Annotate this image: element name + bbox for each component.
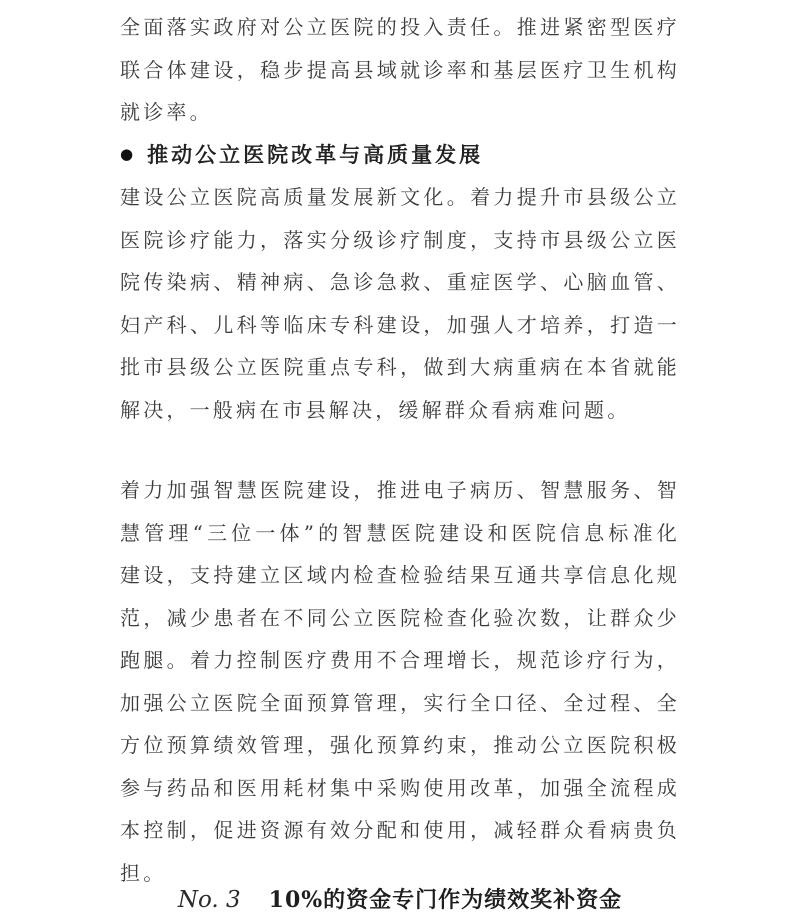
section-title: 10%的资金专门作为绩效奖补资金 xyxy=(268,887,623,913)
paragraph-3 xyxy=(120,469,680,894)
text-line: 院传染病、精神病、急诊急救、重症医学、心脑血管、 xyxy=(120,270,680,294)
text-line: 建设公立医院高质量发展新文化。着力提升市县级公立 xyxy=(120,185,680,209)
text-line: 本控制，促进资源有效分配和使用，减轻群众看病贵负 xyxy=(120,818,680,842)
text-line: 慧管理“三位一体”的智慧医院建设和医院信息标准化 xyxy=(120,520,680,545)
section-heading-text: 推动公立医院改革与高质量发展 xyxy=(147,142,484,167)
text-line: 着力加强智慧医院建设，推进电子病历、智慧服务、智 xyxy=(120,478,680,502)
text-line: 参与药品和医用耗材集中采购使用改革，加强全流程成 xyxy=(120,775,680,800)
text-line: 方位预算绩效管理，强化预算约束，推动公立医院积极 xyxy=(120,733,680,757)
section-number-heading xyxy=(0,883,800,914)
text-line: 全面落实政府对公立医院的投入责任。推进紧密型医疗 xyxy=(120,15,680,39)
text-line: 妇产科、儿科等临床专科建设，加强人才培养，打造一 xyxy=(120,312,680,337)
text-line: 建设，支持建立区域内检查检验结果互通共享信息化规 xyxy=(120,563,680,587)
paragraph-2 xyxy=(120,176,680,431)
paragraph-1 xyxy=(120,6,680,134)
text-line: 加强公立医院全面预算管理，实行全口径、全过程、全 xyxy=(120,690,680,715)
text-line: 医院诊疗能力，落实分级诊疗制度，支持市县级公立医 xyxy=(120,227,680,252)
text-line: 联合体建设，稳步提高县域就诊率和基层医疗卫生机构 xyxy=(120,57,680,82)
bullet-icon: ● xyxy=(120,145,134,163)
text-line: 解决，一般病在市县解决，缓解群众看病难问题。 xyxy=(120,397,631,422)
text-line: 就诊率。 xyxy=(120,100,213,124)
text-line: 跑腿。着力控制医疗费用不合理增长，规范诊疗行为， xyxy=(120,648,680,672)
section-number-label: No. 3 xyxy=(177,887,241,913)
text-line: 批市县级公立医院重点专科，做到大病重病在本省就能 xyxy=(120,355,680,379)
text-line: 担。 xyxy=(120,860,167,885)
section-heading xyxy=(120,133,680,176)
text-line: 范，减少患者在不同公立医院检查化验次数，让群众少 xyxy=(120,605,680,630)
